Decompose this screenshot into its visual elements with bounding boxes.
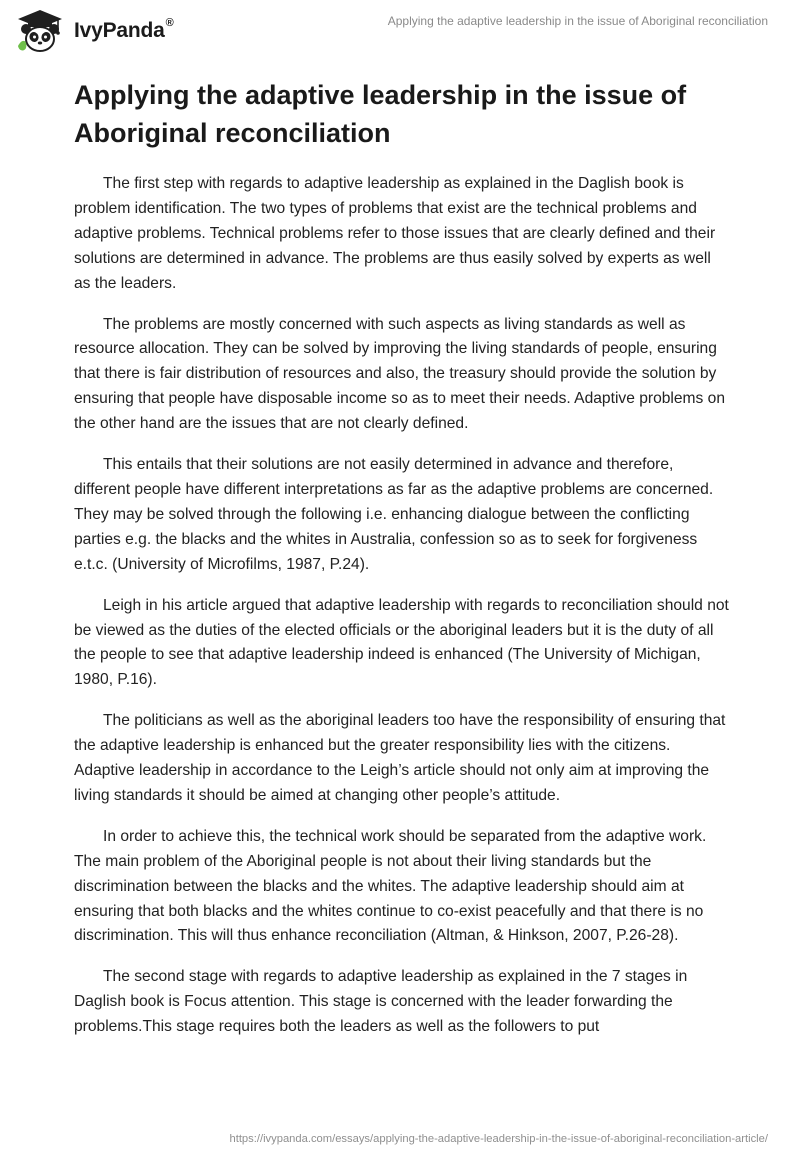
- article-paragraph: The second stage with regards to adaptive leadership as explained in the 7 stages in Daglish book is Focus attention. This stage is concerned with the leader forwarding the problems.This stage requires both the leaders as well as the followers to put: [74, 968, 688, 1036]
- source-url-link[interactable]: https://ivypanda.com/essays/applying-the-adaptive-leadership-in-the-issue-of-aboriginal-reconciliation-article/: [229, 1133, 768, 1145]
- article-paragraph: The politicians as well as the aboriginal leaders too have the responsibility of ensuring that the adaptive leadership is enhanced but the greater responsibility lies with the citizens. Adaptive leadership in accordance to the Leigh’s article should not only aim at improving the living standards it should be aimed at changing other people’s attitude.: [74, 712, 726, 804]
- panda-graduate-icon: [14, 8, 66, 54]
- ivypanda-logo[interactable]: [14, 8, 174, 54]
- article-paragraph: The problems are mostly concerned with such aspects as living standards as well as resource allocation. They can be solved by improving the living standards of people, ensuring that there is fair distribution of resources and also, the treasury should provide the solution by ensuring that people have disposable income so as to meet their needs. Adaptive problems on the other hand are the issues that are not clearly defined.: [74, 315, 726, 433]
- brand-name: IvyPanda®: [74, 17, 174, 42]
- article-paragraph: Leigh in his article argued that adaptive leadership with regards to reconciliation should not be viewed as the duties of the elected officials or the aboriginal leaders but it is the duty of all the people to see that adaptive leadership indeed is enhanced (The University of Michigan, 1980, P.16).: [74, 596, 729, 689]
- article-paragraph: The first step with regards to adaptive leadership as explained in the Daglish book is problem identification. The two types of problems that exist are the technical problems and adaptive problems. Technical problems refer to those issues that are clearly defined and their solutions are determined in advance. The problems are thus easily solved by experts as well as the leaders.: [74, 175, 716, 292]
- article-paragraph: This entails that their solutions are not easily determined in advance and therefore, different people have different interpretations as far as the adaptive problems are concerned. They may be solved through the following i.e. enhancing dialogue between the conflicting parties e.g. the blacks and the whites in Australia, confession so as to seek for forgiveness e.t.c. (University of Microfilms, 1987, P.24).: [74, 456, 714, 573]
- page-header: [0, 0, 800, 60]
- article-body: [74, 172, 730, 1056]
- header-document-title: Applying the adaptive leadership in the issue of Aboriginal reconciliation: [387, 14, 768, 28]
- article-paragraph: In order to achieve this, the technical work should be separated from the adaptive work. The main problem of the Aboriginal people is not about their living standards but the discrimination between the blacks and the whites. The adaptive leadership should aim at ensuring that both blacks and the whites continue to co-exist peacefully and that there is no discrimination. This will thus enhance reconciliation (Altman, & Hinkson, 2007, P.26-28).: [74, 827, 707, 945]
- article-heading: Applying the adaptive leadership in the issue of Aboriginal reconciliation: [74, 80, 687, 148]
